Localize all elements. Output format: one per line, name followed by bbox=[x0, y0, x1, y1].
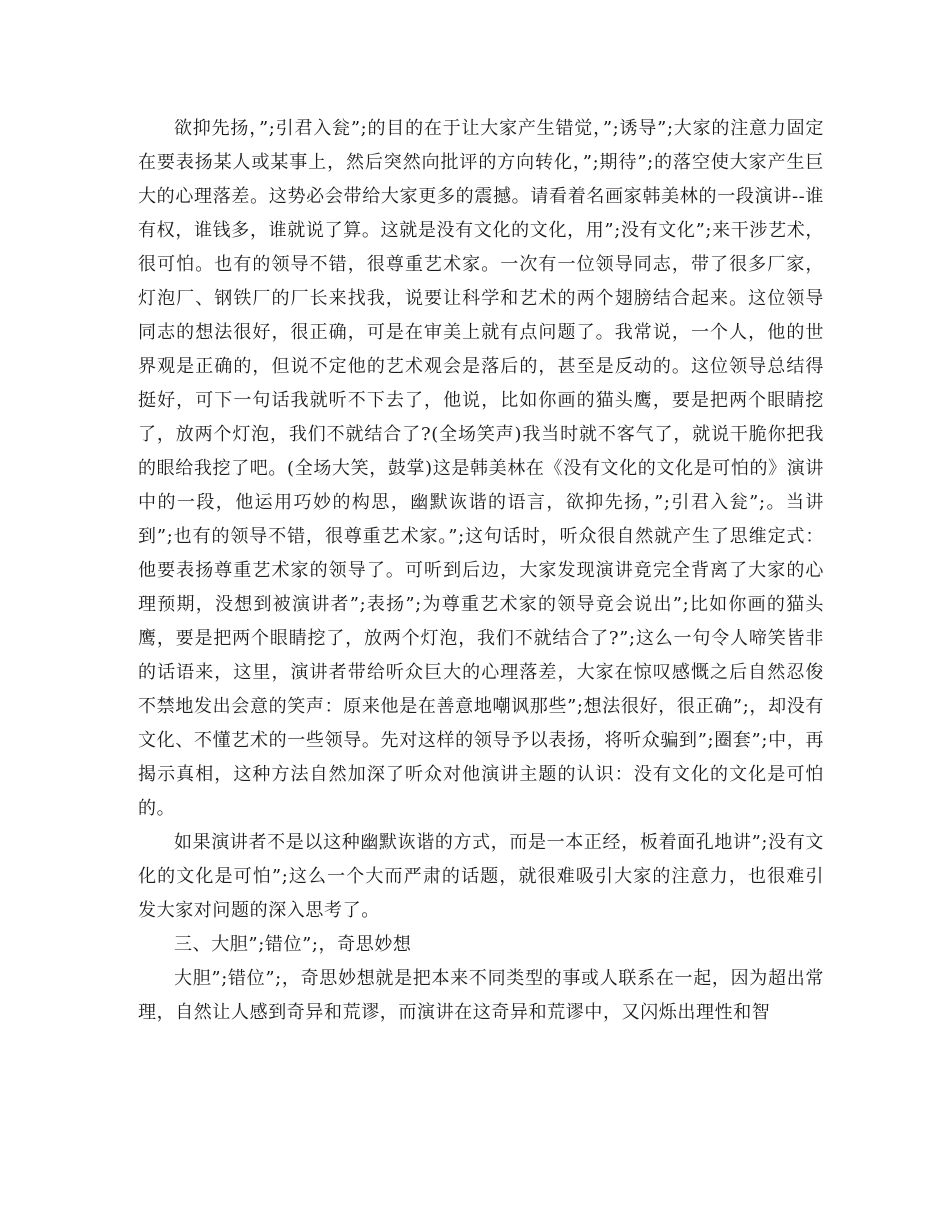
body-paragraph: 欲抑先扬，”;引君入瓮”;的目的在于让大家产生错觉，”;诱导”;大家的注意力固定在要表扬某人或某事上，然后突然向批评的方向转化，”;期待”;的落空使大家产生巨大的心理落差。这势必会带给大家更多的震撼。请看着名画家韩美林的一段演讲--谁有权，谁钱多，谁就说了算。这就是没有文化的文化，用”;没有文化”;来干涉艺术，很可怕。也有的领导不错，很尊重艺术家。一次有一位领导同志，带了很多厂家，灯泡厂、钢铁厂的厂长来找我，说要让科学和艺术的两个翅膀结合起来。这位领导同志的想法很好，很正确，可是在审美上就有点问题了。我常说，一个人，他的世界观是正确的，但说不定他的艺术观会是落后的，甚至是反动的。这位领导总结得挺好，可下一句话我就听不下去了，他说，比如你画的猫头鹰，要是把两个眼睛挖了，放两个灯泡，我们不就结合了?(全场笑声)我当时就不客气了，就说干脆你把我的眼给我挖了吧。(全场大笑，鼓掌)这是韩美林在《没有文化的文化是可怕的》演讲中的一段，他运用巧妙的构思，幽默诙谐的语言，欲抑先扬，”;引君入瓮”;。当讲到”;也有的领导不错，很尊重艺术家。”;这句话时，听众很自然就产生了思维定式：他要表扬尊重艺术家的领导了。可听到后边，大家发现演讲竟完全背离了大家的心理预期，没想到被演讲者”;表扬”;为尊重艺术家的领导竟会说出”;比如你画的猫头鹰，要是把两个眼睛挖了，放两个灯泡，我们不就结合了?”;这么一句令人啼笑皆非的话语来，这里，演讲者带给听众巨大的心理落差，大家在惊叹感慨之后自然忍俊不禁地发出会意的笑声：原来他是在善意地嘲讽那些”;想法很好，很正确”;，却没有文化、不懂艺术的一些领导。先对这样的领导予以表扬，将听众骗到”;圈套”;中，再揭示真相，这种方法自然加深了听众对他演讲主题的认识：没有文化的文化是可怕的。 bbox=[138, 118, 824, 819]
body-paragraph: 大胆”;错位”;，奇思妙想就是把本来不同类型的事或人联系在一起，因为超出常理，自然让人感到奇异和荒谬，而演讲在这奇异和荒谬中，又闪烁出理性和智 bbox=[138, 968, 824, 1023]
body-paragraph: 如果演讲者不是以这种幽默诙谐的方式，而是一本正经，板着面孔地讲”;没有文化的文化是可怕”;这么一个大而严肃的话题，就很难吸引大家的注意力，也很难引发大家对问题的深入思考了。 bbox=[138, 832, 824, 921]
document-body bbox=[138, 112, 824, 1030]
section-heading: 三、大胆”;错位”;，奇思妙想 bbox=[174, 934, 412, 955]
